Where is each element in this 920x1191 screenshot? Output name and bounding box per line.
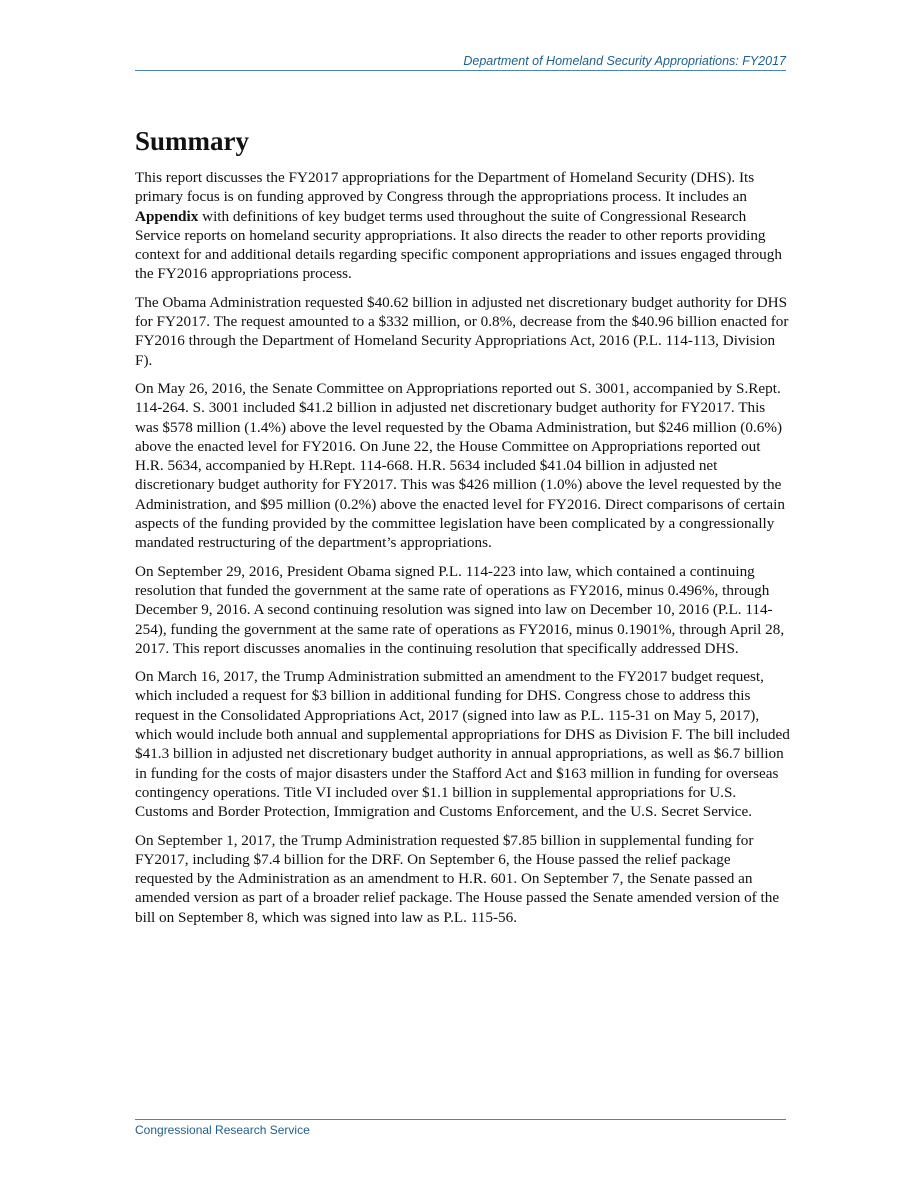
paragraph-budget-request: The Obama Administration requested $40.62 billion in adjusted net discretionary budget authority for DHS for FY2017. The request amounted to a $332 million, or 0.8%, decrease from the $40.96 billion enacted for FY2016 through the Department of Homeland Security Appropriations Act, 2016 (P.L. 114-113, Division F). <box>135 293 789 369</box>
paragraph-consolidated-act: On March 16, 2017, the Trump Administration submitted an amendment to the FY2017 budget request, which included a request for $3 billion in additional funding for DHS. Congress chose to address this request in the Consolidated Appropriations Act, 2017 (signed into law as P.L. 115-31 on May 5, 2017), which would include both annual and supplemental appropriations for DHS as Division F. The bill included $41.3 billion in adjusted net discretionary budget authority in annual appropriations, as well as $6.7 billion in funding for the costs of major disasters under the Stafford Act and $163 million in funding for overseas contingency operations. Title VI included over $1.1 billion in supplemental appropriations for U.S. Customs and Border Protection, Immigration and Customs Enforcement, and the U.S. Secret Service. <box>135 668 790 821</box>
appendix-reference: Appendix <box>135 207 199 225</box>
footer-publisher: Congressional Research Service <box>135 1123 310 1137</box>
footer-divider <box>135 1119 786 1120</box>
paragraph-supplemental-funding: On September 1, 2017, the Trump Administration requested $7.85 billion in supplemental funding for FY2017, including $7.4 billion for the DRF. On September 6, the House passed the relief package requested by the Administration as an amendment to H.R. 601. On September 7, the Senate passed an amended version as part of a broader relief package. The House passed the Senate amended version of the bill on September 8, which was signed into law as P.L. 115-56. <box>135 831 780 926</box>
header-divider <box>135 70 786 71</box>
paragraph-scope-text-start: This report discusses the FY2017 appropriations for the Department of Homeland Security (DHS). Its primary focus is on funding approved by Congress through the appropriations process. It includes an <box>135 169 755 206</box>
paragraph-scope-text-end: with definitions of key budget terms used throughout the suite of Congressional Research Service reports on homeland security appropriations. It also directs the reader to other reports providing context for and additional details regarding specific component appropriations and issues engaged through the FY2016 appropriations process. <box>135 207 782 283</box>
paragraph-continuing-resolutions: On September 29, 2016, President Obama signed P.L. 114-223 into law, which contained a continuing resolution that funded the government at the same rate of operations as FY2016, minus 0.496%, through December 9, 2016. A second continuing resolution was signed into law on December 10, 2016 (P.L. 114-254), funding the government at the same rate of operations as FY2016, minus 0.1901%, through April 28, 2017. This report discusses anomalies in the continuing resolution that specifically addressed DHS. <box>135 562 785 657</box>
paragraph-committee-action: On May 26, 2016, the Senate Committee on Appropriations reported out S. 3001, accompanied by S.Rept. 114-264. S. 3001 included $41.2 billion in adjusted net discretionary budget authority for FY2017. This was $578 million (1.4%) above the level requested by the Obama Administration, but $246 million (0.6%) above the enacted level for FY2016. On June 22, the House Committee on Appropriations reported out H.R. 5634, accompanied by H.Rept. 114-668. H.R. 5634 included $41.04 billion in adjusted net discretionary budget authority for FY2017. This was $426 million (1.0%) above the level requested by the Administration, and $95 million (0.2%) above the enacted level for FY2016. Direct comparisons of certain aspects of the funding provided by the committee legislation have been complicated by a congressionally mandated restructuring of the department’s appropriations. <box>135 379 785 552</box>
paragraph-scope <box>135 168 790 284</box>
section-title: Summary <box>135 126 249 156</box>
summary-body <box>135 168 790 936</box>
running-header: Department of Homeland Security Appropriations: FY2017 <box>463 54 786 68</box>
